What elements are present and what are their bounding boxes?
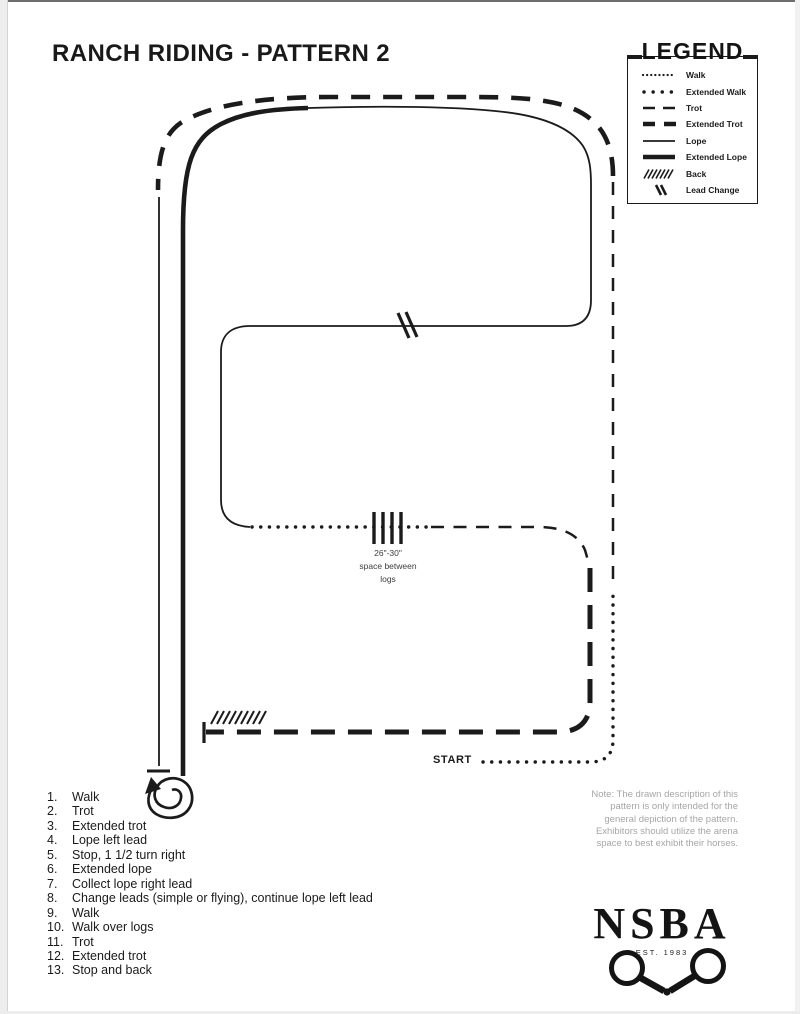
extended-walk-line-icon — [640, 86, 678, 98]
legend-row-extended-walk: Extended Walk — [628, 83, 757, 99]
note-line: Note: The drawn description of this — [591, 789, 738, 800]
legend-row-extended-trot: Extended Trot — [628, 116, 757, 132]
step-item: 7. Collect lope right lead — [47, 876, 193, 891]
start-label: START — [433, 754, 472, 766]
step-item: 9. Walk — [47, 905, 100, 920]
step-item: 13. Stop and back — [47, 963, 152, 978]
nsba-logo — [562, 899, 762, 1002]
legend-rows — [628, 67, 757, 198]
walk-line-icon — [640, 69, 678, 81]
step-item: 4. Lope left lead — [47, 833, 148, 848]
step-item: 6. Extended lope — [47, 862, 152, 877]
nsba-logo-est: EST. 1983 — [635, 948, 689, 957]
legend-row-lead-change: Lead Change — [628, 182, 757, 198]
steps-list — [47, 790, 373, 978]
extended-trot-line-icon — [640, 118, 678, 130]
step-item: 8. Change leads (simple or flying), continue lope left lead — [47, 891, 373, 906]
legend-title: LEGEND — [641, 38, 744, 64]
logs — [374, 512, 401, 544]
back-hatch-icon — [640, 168, 678, 180]
back-hatch-mark — [211, 711, 266, 724]
legend-row-back: Back — [628, 165, 757, 181]
legend — [627, 38, 758, 204]
step-item: 5. Stop, 1 1/2 turn right — [47, 847, 186, 862]
extended-lope-line — [183, 108, 308, 776]
lead-change-icon — [640, 184, 678, 196]
nsba-logo-wordmark: NSBA — [593, 899, 731, 948]
extended-lope-line-icon — [640, 151, 678, 163]
lope-collect-line — [221, 107, 591, 527]
extended-trot-bottom-line — [206, 568, 590, 732]
walk-start-line — [483, 588, 613, 762]
logs-caption-line: space between — [359, 561, 417, 571]
note-line: space to best exhibit their horses. — [596, 838, 738, 850]
step-item: 2. Trot — [47, 804, 94, 819]
step-item: 10. Walk over logs — [47, 920, 154, 935]
lead-change-mark — [398, 312, 417, 338]
logs-caption-line: 26"-30" — [374, 548, 402, 558]
step-item: 1. Walk — [47, 790, 100, 804]
legend-row-trot: Trot — [628, 100, 757, 116]
trot-line-icon — [640, 102, 678, 114]
legend-row-lope: Lope — [628, 133, 757, 149]
disclaimer-note — [591, 789, 738, 850]
step-item: 11. Trot — [47, 934, 94, 949]
note-line: Exhibitors should utilize the arena — [595, 825, 738, 837]
logs-caption — [338, 547, 438, 586]
step-item: 3. Extended trot — [47, 818, 147, 833]
legend-row-extended-lope: Extended Lope — [628, 149, 757, 165]
trot-mid-line — [431, 527, 589, 564]
legend-row-walk: Walk — [628, 67, 757, 83]
lope-line-icon — [640, 135, 678, 147]
logs-caption-line: logs — [380, 574, 396, 584]
note-line: pattern is only intended for the — [610, 801, 738, 813]
page-title: RANCH RIDING - PATTERN 2 — [52, 40, 391, 67]
extended-trot-arc — [158, 97, 613, 190]
step-item: 12. Extended trot — [47, 948, 147, 963]
note-line: general depiction of the pattern. — [604, 813, 738, 825]
